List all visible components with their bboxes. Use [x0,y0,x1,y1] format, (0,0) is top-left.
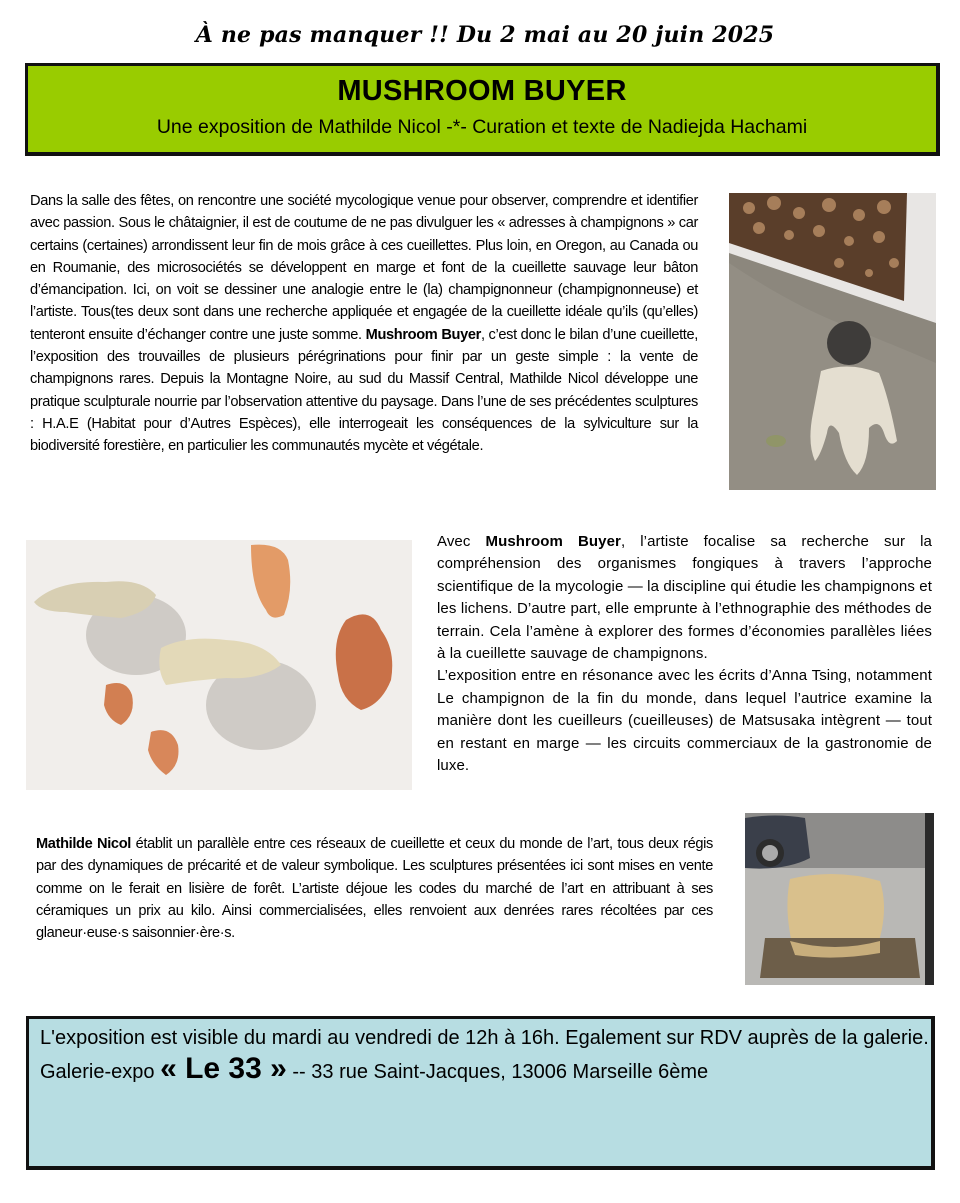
paragraph-artist [36,833,713,944]
exhibition-title: MUSHROOM BUYER [337,75,627,107]
p2-bold-title: Mushroom Buyer [485,533,621,550]
gallery-street: -- 33 rue Saint-Jacques, 13006 Marseille 6ème [286,1061,709,1083]
opening-hours: L'exposition est visible du mardi au vendredi de 12h à 16h. Egalement sur RDV auprès de la galerie. [40,1027,929,1049]
photo-ceramic-fungi [26,540,412,790]
gallery-address [40,1052,931,1086]
photo-window-ceramic-image [745,813,934,985]
photo-sculpture-figure-image [729,193,936,490]
gallery-prefix: Galerie-expo [40,1061,161,1083]
photo-ceramic-fungi-image [26,540,412,790]
photo-sculpture-figure [729,193,936,490]
photo-window-ceramic [745,813,934,985]
p2-text-second: L’exposition entre en résonance avec les écrits d’Anna Tsing, notamment Le champignon de la fin du monde, dans lequel l’autrice examine la manière dont les cueilleurs (cueilleuses) de Matsusaka intègrent — tout en restant en marge — les circuits commerciaux de la gastronomie de luxe. [437,667,932,775]
p1-text-after: , c’est donc le bilan d’une cueillette, l’exposition des trouvailles de plusieurs pérégrinations pour finir par un geste simple : la vente de champignons rares. Depuis la Montagne Noire, au sud du Massif Central, Mathilde Nicol développe une pratique sculpturale nourrie par l’observation attentive du paysage. Dans l’une de ses précédentes sculptures : H.A.E (Habitat pour d’Autres Espèces), elle interrogeait les conséquences de la sylviculture sur la biodiversité forestière, en particulier les communautés mycète et végétale. [30,326,698,455]
p3-text-after: établit un parallèle entre ces réseaux de cueillette et ceux du monde de l’art, tous deux régis par des dynamiques de précarité et de valeur symbolique. Les sculptures présentées ici sont mises en vente comme on le ferait en lisière de forêt. L’artiste déjoue les codes du marché de l’art en attribuant à ses céramiques un prix au kilo. Ainsi commercialisées, elles renvoient aux denrées rares récoltées par ces glaneur·euse·s saisonnier·ère·s. [36,836,713,942]
p3-bold-artist: Mathilde Nicol [36,836,131,852]
paragraph-research [437,531,932,777]
info-box [26,1016,935,1170]
p1-bold-title: Mushroom Buyer [365,326,481,343]
title-box [25,63,940,156]
p2-text-after: , l’artiste focalise sa recherche sur la compréhension des organismes fongiques à travers l’approche scientifique de la mycologie — la discipline qui étudie les champignons et les lichens. D’autre part, elle emprunte à l’ethnographie des méthodes de terrain. Cela l’amène à explorer des formes d’économies parallèles liées à la cueillette sauvage de champignons. [437,533,932,663]
headline-dates: À ne pas manquer !! Du 2 mai au 20 juin 2025 [195,22,775,48]
p2-text-before: Avec [437,533,486,550]
exhibition-subtitle: Une exposition de Mathilde Nicol -*- Curation et texte de Nadiejda Hachami [156,116,808,138]
gallery-name: « Le 33 » [160,1052,287,1085]
paragraph-intro [30,190,698,458]
p1-text-before: Dans la salle des fêtes, on rencontre une société mycologique venue pour observer, comprendre et identifier avec passion. Sous le châtaignier, il est de coutume de ne pas divulguer les « adresses à champignons » car certains (certaines) arrondissent leur fin de mois grâce à ces cueillettes. Plus loin, en Oregon, au Canada ou en Roumanie, des microsociétés se développent en marge et font de la cueillette sauvage leur bâton d’émancipation. Ici, on voit se dessiner une analogie entre le (la) champignonneur (champignonneuse) et l’artiste. Tous(tes deux sont dans une recherche appliquée et engagée de la cueillette idéale qu’ils (qu’elles) tenteront ensuite d’échanger contre une juste somme. [30,193,698,343]
